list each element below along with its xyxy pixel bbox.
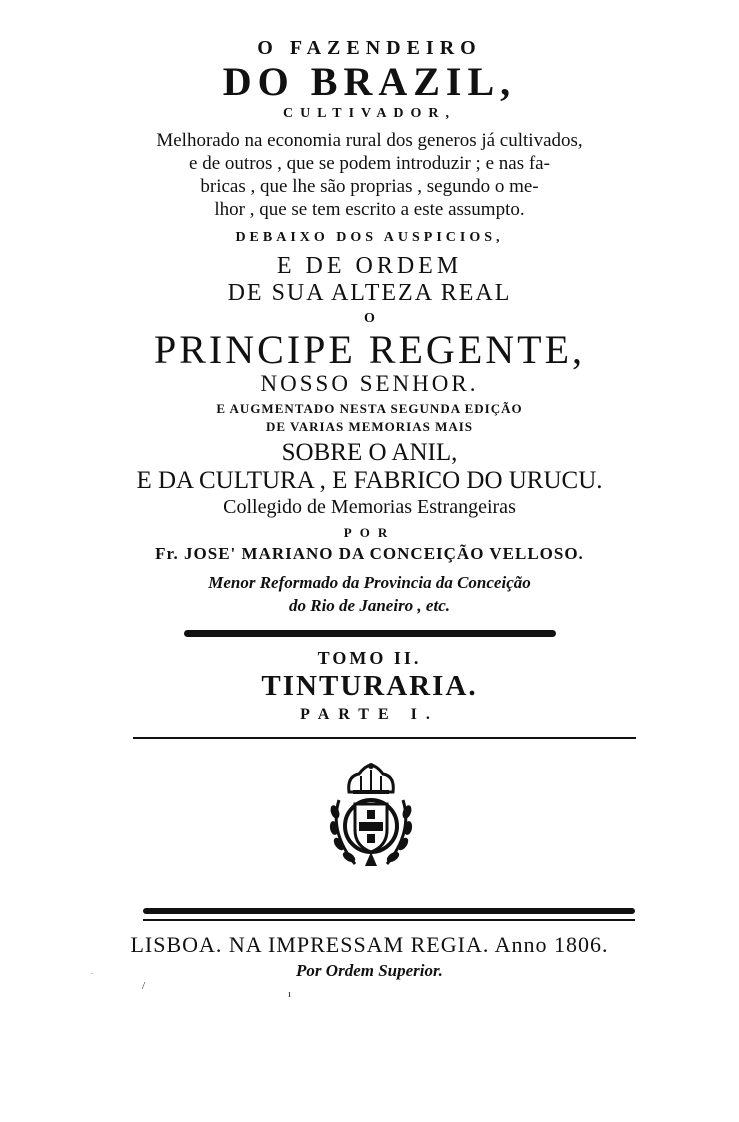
double-rule-bottom xyxy=(143,919,635,921)
nosso-senhor: NOSSO SENHOR. xyxy=(260,371,479,396)
prince-regent: PRINCIPE REGENTE, xyxy=(154,327,585,372)
auspices-line-4: O xyxy=(364,311,375,326)
cultura-urucu: E DA CULTURA , E FABRICO DO URUCU. xyxy=(136,467,603,494)
collegido: Collegido de Memorias Estrangeiras xyxy=(223,496,516,518)
description-line-4: lhor , que se tem escrito a este assumpto. xyxy=(214,199,525,220)
paper-speck: / xyxy=(142,980,146,992)
author-name: Fr. JOSE' MARIANO DA CONCEIÇÃO VELLOSO. xyxy=(155,544,584,563)
paper-speck: · xyxy=(90,968,94,980)
sobre-o-anil: SOBRE O ANIL, xyxy=(281,439,458,466)
description-line-3: bricas , que lhe são proprias , segundo o me- xyxy=(200,176,539,197)
ornamental-rule-top xyxy=(184,630,556,637)
title-main: DO BRAZIL, xyxy=(222,59,517,104)
double-rule-top xyxy=(143,908,635,914)
part-number: PARTE I. xyxy=(300,706,439,723)
description-line-2: e de outros , que se podem introduzir ; e nas fa- xyxy=(189,153,550,174)
auspices-line-3: DE SUA ALTEZA REAL xyxy=(227,280,512,306)
por-label: POR xyxy=(343,525,396,540)
title-line-3: CULTIVADOR, xyxy=(282,106,457,121)
description-line-1: Melhorado na economia rural dos generos já cultivados, xyxy=(156,130,583,151)
augmented-line-2: DE VARIAS MEMORIAS MAIS xyxy=(265,419,474,434)
imprint: LISBOA. NA IMPRESSAM REGIA. Anno 1806. xyxy=(130,932,609,957)
paper-speck: ı xyxy=(288,988,292,1000)
auspices-line-1: DEBAIXO DOS AUSPICIOS, xyxy=(235,230,504,245)
auspices-line-2: E DE ORDEM xyxy=(276,253,463,279)
title-line-1: O FAZENDEIRO xyxy=(257,37,482,59)
augmented-line-1: E AUGMENTADO NESTA SEGUNDA EDIÇÃO xyxy=(216,401,523,416)
divider-rule xyxy=(133,737,636,739)
author-order-2: do Rio de Janeiro , etc. xyxy=(288,596,450,615)
volume-number: TOMO II. xyxy=(317,648,422,668)
imprint-authority: Por Ordem Superior. xyxy=(296,961,443,980)
volume-title: TINTURARIA. xyxy=(261,670,478,702)
author-order-1: Menor Reformado da Provincia da Conceição xyxy=(208,573,531,592)
royal-coat-of-arms xyxy=(325,762,417,872)
